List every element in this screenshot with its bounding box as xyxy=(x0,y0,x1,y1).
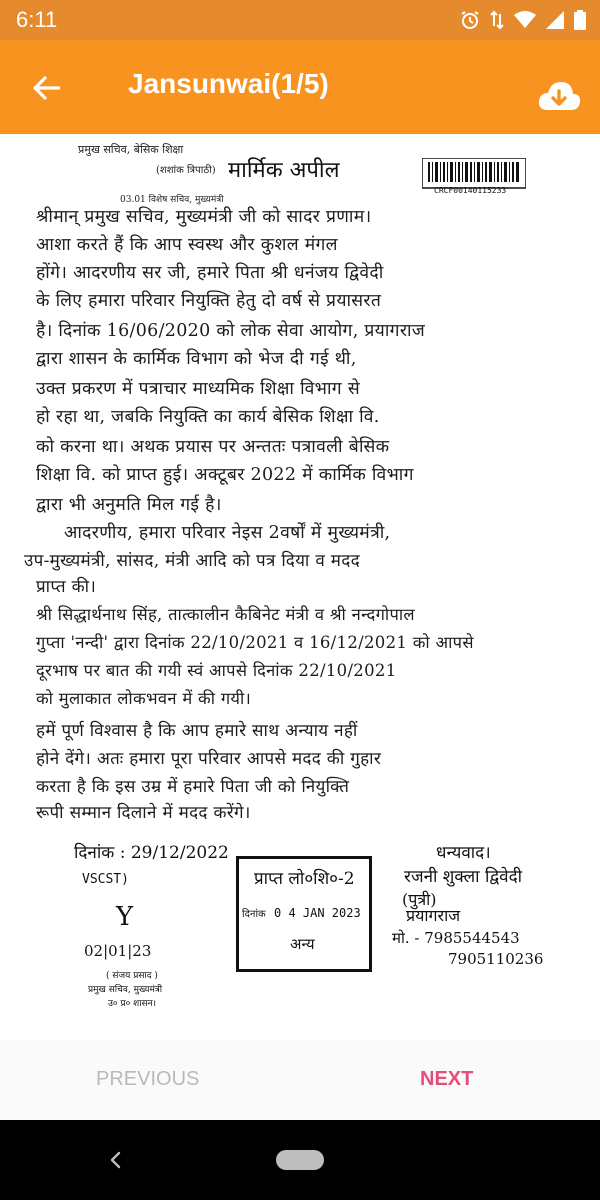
document-image xyxy=(0,134,600,1040)
stamp-date-label: दिनांक xyxy=(242,909,266,920)
stamp-text: प्राप्त लो०शि०-2 xyxy=(254,869,355,889)
signature-relation: (पुत्री) xyxy=(402,890,437,909)
phone-number: मो. - 7985544543 xyxy=(392,929,520,947)
status-icons xyxy=(460,10,586,30)
margin-note: 03.01 विशेष सचिव, मुख्यमंत्री xyxy=(120,195,224,205)
initial-mark: Y xyxy=(116,902,134,932)
letter-line: उक्त प्रकरण में पत्राचार माध्यमिक शिक्षा विभाग से xyxy=(36,379,360,399)
previous-button[interactable]: PREVIOUS xyxy=(96,1068,200,1090)
letter-line: करता है कि इस उम्र में हमारे पिता जी को नियुक्ति xyxy=(36,777,350,797)
wifi-icon xyxy=(514,11,536,29)
letter-line: उप-मुख्यमंत्री, सांसद, मंत्री आदि को पत्र दिया व मदद xyxy=(24,551,360,571)
letter-line: आदरणीय, हमारा परिवार नेइस 2वर्षों में मुख्यमंत्री, xyxy=(64,523,391,543)
left-stamp: उ० प्र० शासन। xyxy=(108,999,157,1009)
letter-line: गुप्ता 'नन्दी' द्वारा दिनांक 22/10/2021 व 16/12/2021 को आपसे xyxy=(36,633,474,652)
next-button[interactable]: NEXT xyxy=(420,1068,474,1090)
system-nav-bar xyxy=(0,1120,600,1200)
stamp-date: 0 4 JAN 2023 xyxy=(274,906,361,920)
signature-place: प्रयागराज xyxy=(406,906,461,925)
letter-line: प्राप्त की। xyxy=(36,577,97,597)
pager-nav xyxy=(0,1040,600,1120)
letter-line: को करना था। अथक प्रयास पर अन्ततः पत्रावली बेसिक xyxy=(36,437,390,457)
download-button[interactable] xyxy=(536,74,582,120)
letter-line: हमें पूर्ण विश्वास है कि आप हमारे साथ अन्याय नहीं xyxy=(36,721,358,741)
alarm-icon xyxy=(460,10,480,30)
left-date: 02|01|23 xyxy=(84,942,152,960)
status-bar xyxy=(0,0,600,40)
left-stamp: प्रमुख सचिव, मुख्यमंत्री xyxy=(88,985,163,995)
letter-line: शिक्षा वि. को प्राप्त हुई। अक्टूबर 2022 में कार्मिक विभाग xyxy=(36,465,414,485)
margin-note: प्रमुख सचिव, बेसिक शिक्षा xyxy=(78,143,184,156)
signal-icon xyxy=(546,11,564,29)
letter-date: दिनांक : 29/12/2022 xyxy=(74,843,229,863)
letter-line: रूपी सम्मान दिलाने में मदद करेंगे। xyxy=(36,803,251,823)
letter-line: को मुलाकात लोकभवन में की गयी। xyxy=(36,689,252,708)
left-stamp: ( संजय प्रसाद ) xyxy=(106,971,158,981)
app-bar xyxy=(0,40,600,134)
stamp-text: अन्य xyxy=(290,935,315,953)
letter xyxy=(24,134,586,1040)
phone-number: 7905110236 xyxy=(448,950,544,968)
letter-line: द्वारा शासन के कार्मिक विभाग को भेज दी गई थी, xyxy=(36,349,357,369)
data-arrows-icon xyxy=(490,10,504,30)
letter-heading: मार्मिक अपील xyxy=(228,158,340,183)
arrow-left-icon xyxy=(32,75,60,101)
letter-line: आशा करते हैं कि आप स्वस्थ और कुशल मंगल xyxy=(36,235,338,255)
letter-line: श्री सिद्धार्थनाथ सिंह, तात्कालीन कैबिनेट मंत्री व श्री नन्दगोपाल xyxy=(36,605,415,624)
battery-icon xyxy=(574,10,586,30)
back-button[interactable] xyxy=(28,70,64,106)
signature-name: रजनी शुक्ला द्विवेदी xyxy=(404,867,523,887)
barcode-number: CRCF00140115233 xyxy=(434,186,507,195)
cloud-download-icon xyxy=(536,74,582,120)
letter-line: हो रहा था, जबकि नियुक्ति का कार्य बेसिक शिक्षा वि. xyxy=(36,407,380,427)
letter-line: द्वारा भी अनुमति मिल गई है। xyxy=(36,495,222,515)
margin-note: (शशांक त्रिपाठी) xyxy=(156,165,216,176)
letter-line: है। दिनांक 16/06/2020 को लोक सेवा आयोग, प्रयागराज xyxy=(36,321,426,341)
letter-line: के लिए हमारा परिवार नियुक्ति हेतु दो वर्ष से प्रयासरत xyxy=(36,291,382,311)
letter-line: होने देंगे। अतः हमारा पूरा परिवार आपसे मदद की गुहार xyxy=(36,749,382,769)
left-code: VSCST) xyxy=(82,872,129,887)
chevron-left-icon[interactable] xyxy=(108,1151,122,1169)
page-title: Jansunwai(1/5) xyxy=(128,68,329,99)
letter-line: श्रीमान् प्रमुख सचिव, मुख्यमंत्री जी को सादर प्रणाम। xyxy=(36,207,372,227)
closing-text: धन्यवाद। xyxy=(436,843,491,863)
status-time: 6:11 xyxy=(16,7,58,32)
letter-line: दूरभाष पर बात की गयी स्वं आपसे दिनांक 22/10/2021 xyxy=(36,661,397,680)
letter-line: होंगे। आदरणीय सर जी, हमारे पिता श्री धनंजय द्विवेदी xyxy=(36,263,384,283)
home-pill-icon[interactable] xyxy=(276,1150,324,1170)
